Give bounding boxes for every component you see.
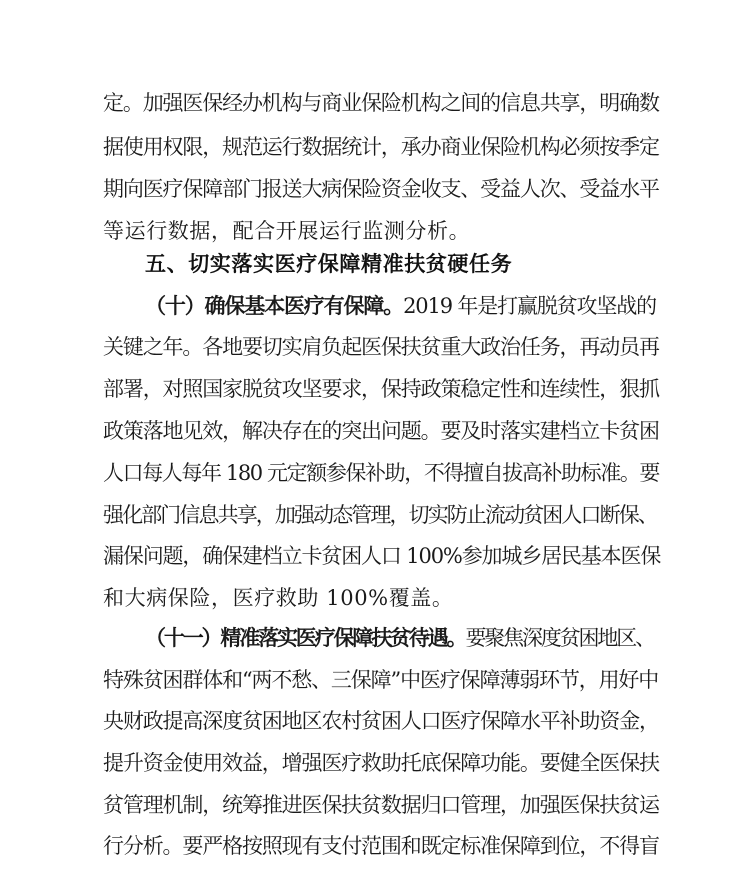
paragraph-line [103, 750, 659, 776]
line-text: 要聚焦深度贫困地区、 [465, 626, 654, 650]
line-text: 特殊贫困群体和“两不愁、三保障”中医疗保障薄弱环节，用好中 [103, 668, 659, 692]
line-text: 2019 年是打赢脱贫攻坚战的 [403, 294, 656, 318]
line-text: 据使用权限，规范运行数据统计，承办商业保险机构必须按季定 [103, 135, 659, 159]
paragraph-line [103, 708, 659, 734]
paragraph-first-line [145, 293, 656, 319]
heading-text: 五、切实落实医疗保障精准扶贫硬任务 [145, 252, 513, 276]
line-text: 定。加强医保经办机构与商业保险机构之间的信息共享，明确数 [103, 91, 659, 115]
paragraph-line [103, 833, 659, 859]
line-text: 提升资金使用效益，增强医疗救助托底保障功能。要健全医保扶 [103, 751, 659, 775]
paragraph-line [103, 667, 658, 693]
paragraph-lead: （十一）精准落实医疗保障扶贫待遇。 [145, 625, 466, 650]
section-heading [145, 251, 512, 277]
line-text: 关键之年。各地要切实肩负起医保扶贫重大政治任务，再动员再 [103, 335, 659, 359]
paragraph-line [103, 502, 657, 528]
paragraph-line [103, 334, 659, 360]
paragraph-line [103, 418, 659, 444]
paragraph-line [103, 90, 659, 116]
paragraph-line [103, 176, 659, 202]
line-text: 期向医疗保障部门报送大病保险资金收支、受益人次、受益水平 [103, 177, 659, 201]
line-text: 贫管理机制，统筹推进医保扶贫数据归口管理，加强医保扶贫运 [103, 793, 659, 817]
paragraph-line [103, 792, 659, 818]
paragraph-line [103, 460, 659, 486]
paragraph-line [103, 376, 659, 402]
paragraph-line [103, 585, 454, 611]
paragraph-first-line [145, 625, 654, 651]
line-text: 和大病保险，医疗救助 100%覆盖。 [103, 586, 454, 610]
line-text: 央财政提高深度贫困地区农村贫困人口医疗保障水平补助资金， [103, 709, 659, 733]
paragraph-lead: （十）确保基本医疗有保障。 [145, 293, 404, 318]
line-text: 强化部门信息共享，加强动态管理，切实防止流动贫困人口断保、 [103, 503, 657, 527]
paragraph-line [103, 134, 659, 160]
line-text: 人口每人每年 180 元定额参保补助，不得擅自拔高补助标准。要 [103, 461, 660, 485]
paragraph-line [103, 218, 470, 244]
line-text: 政策落地见效，解决存在的突出问题。要及时落实建档立卡贫困 [103, 419, 659, 443]
paragraph-line [103, 543, 660, 569]
line-text: 等运行数据，配合开展运行监测分析。 [103, 219, 471, 243]
line-text: 漏保问题，确保建档立卡贫困人口 100%参加城乡居民基本医保 [103, 544, 661, 568]
line-text: 行分析。要严格按照现有支付范围和既定标准保障到位，不得盲 [103, 834, 659, 858]
line-text: 部署，对照国家脱贫攻坚要求，保持政策稳定性和连续性，狠抓 [103, 377, 659, 401]
